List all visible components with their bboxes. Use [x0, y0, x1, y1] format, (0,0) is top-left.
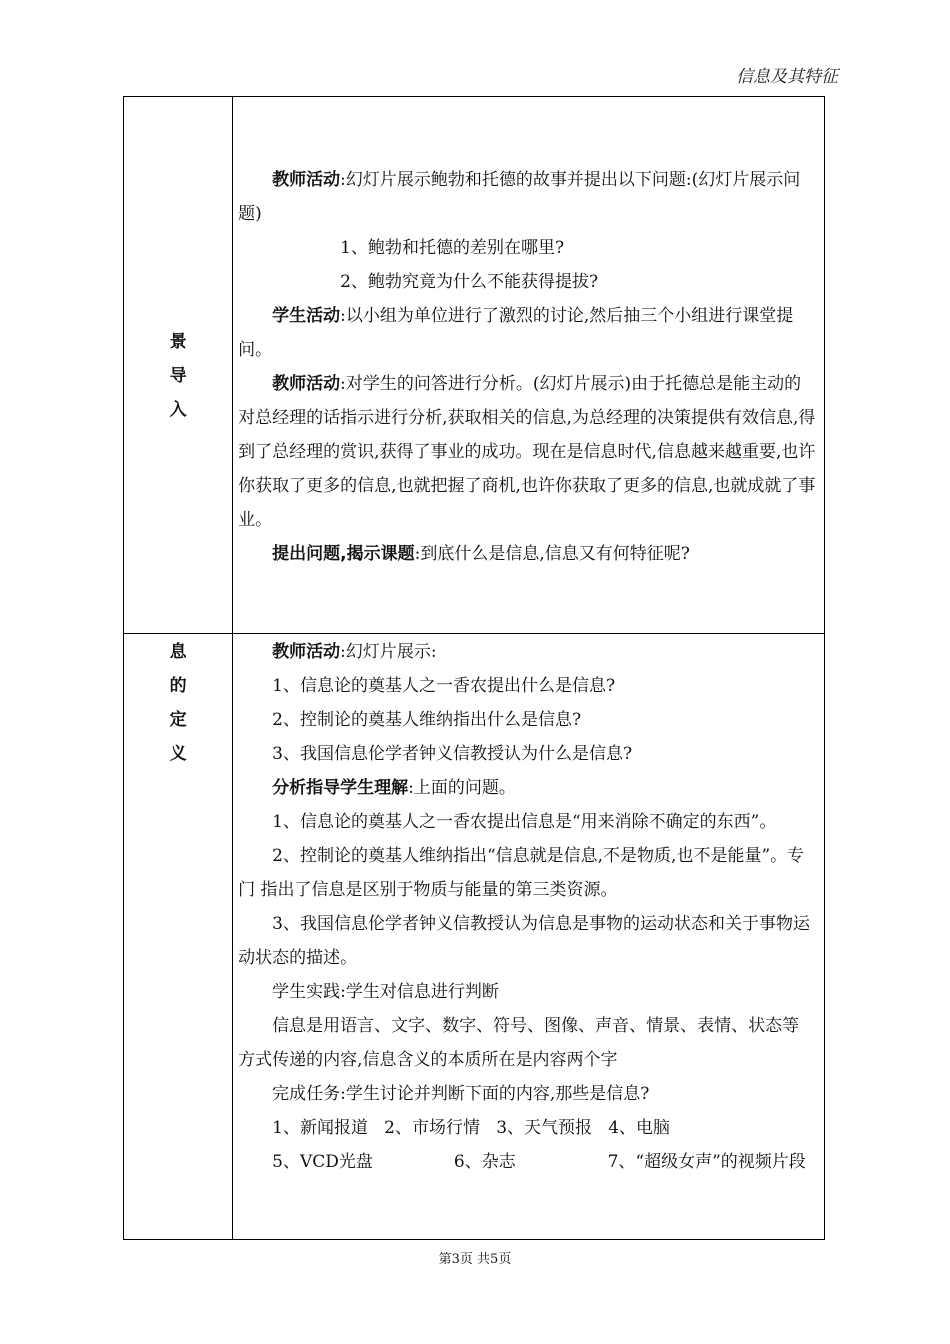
bold-lead: 教师活动 — [272, 170, 341, 190]
paragraph — [238, 1111, 816, 1145]
paragraph-text: 3、我国信息伦学者钟义信教授认为什么是信息? — [272, 744, 633, 764]
paragraph — [238, 299, 816, 367]
table-row — [124, 97, 825, 634]
paragraph-text: 2、控制论的奠基人维纳指出“信息就是信息,不是物质,也不是能量”。专门 指出了信息是区别于物质与能量的第三类资源。 — [238, 846, 805, 900]
paragraph — [238, 231, 816, 265]
label-char: 定 — [169, 710, 187, 730]
paragraph-text: :以小组为单位进行了激烈的讨论,然后抽三个小组进行课堂提问。 — [238, 306, 794, 360]
paragraph — [238, 839, 816, 907]
paragraph — [238, 805, 816, 839]
paragraph-text: :幻灯片展示: — [340, 642, 437, 662]
paragraph-text: 1、信息论的奠基人之一香农提出信息是“用来消除不确定的东西”。 — [272, 812, 777, 832]
header-title: 信息及其特征 — [736, 67, 838, 87]
section-content-cell — [233, 634, 825, 1240]
paragraph-text: 1、新闻报道 2、市场行情 3、天气预报 4、电脑 — [272, 1118, 671, 1138]
paragraph-text: :对学生的问答进行分析。(幻灯片展示)由于托德总是能主动的对总经理的话指示进行分析,获取相关的信息,为总经理的决策提供有效信息,得到了总经理的赏识,获得了事业的成功。现在是信息时代,信息越来越重要,也许你获取了更多的信息,也就把握了商机,也许你获取了更多的信息,也就成就了事业。 — [238, 374, 816, 530]
paragraph — [238, 537, 816, 571]
bold-lead: 教师活动 — [272, 642, 341, 662]
paragraph — [238, 265, 816, 299]
label-char: 景 — [169, 332, 187, 352]
paragraph — [238, 1077, 816, 1111]
paragraph — [238, 635, 816, 669]
label-char: 导 — [169, 366, 187, 386]
paragraph-text: 2、控制论的奠基人维纳指出什么是信息? — [272, 710, 582, 730]
paragraph-text: 5、VCD光盘 6、杂志 7、“超级女声”的视频片段 — [272, 1152, 806, 1172]
bold-lead: 分析指导学生理解 — [272, 778, 409, 798]
label-char: 的 — [169, 676, 187, 696]
paragraph — [238, 737, 816, 771]
paragraph — [238, 703, 816, 737]
lesson-table — [123, 96, 825, 1240]
section-content-definition — [233, 634, 824, 1179]
bold-lead: 教师活动 — [272, 374, 341, 394]
paragraph — [238, 1009, 816, 1077]
paragraph-text: 2、鲍勃究竟为什么不能获得提拔? — [340, 272, 599, 292]
label-char: 义 — [169, 744, 187, 764]
paragraph — [238, 1145, 816, 1179]
paragraph — [238, 975, 816, 1009]
bold-lead: 提出问题,揭示课题 — [272, 544, 415, 564]
paragraph-text: 信息是用语言、文字、数字、符号、图像、声音、情景、表情、状态等方式传递的内容,信息含义的本质所在是内容两个字 — [238, 1016, 800, 1070]
label-char: 息 — [169, 642, 187, 662]
paragraph — [238, 907, 816, 975]
paragraph — [238, 771, 816, 805]
page-footer: 第3页 共5页 — [438, 1252, 512, 1267]
paragraph — [238, 163, 816, 231]
section-content-cell — [233, 97, 825, 634]
table-row — [124, 634, 825, 1240]
section-content-intro — [233, 97, 824, 571]
paragraph-text: :幻灯片展示鲍勃和托德的故事并提出以下问题:(幻灯片展示问题) — [238, 170, 801, 224]
paragraph-text: :到底什么是信息,信息又有何特征呢? — [414, 544, 690, 564]
bold-lead: 学生活动 — [272, 306, 341, 326]
paragraph — [238, 669, 816, 703]
paragraph-text: 学生实践:学生对信息进行判断 — [272, 982, 499, 1002]
section-label-intro — [124, 97, 232, 427]
paragraph — [238, 367, 816, 537]
paragraph-text: 1、鲍勃和托德的差别在哪里? — [340, 238, 565, 258]
section-label-definition — [124, 634, 232, 771]
label-char: 入 — [169, 400, 187, 420]
paragraph-text: 完成任务:学生讨论并判断下面的内容,那些是信息? — [272, 1084, 650, 1104]
paragraph-text: 3、我国信息伦学者钟义信教授认为信息是事物的运动状态和关于事物运动状态的描述。 — [238, 914, 810, 968]
section-label-cell — [124, 97, 233, 634]
section-label-cell — [124, 634, 233, 1240]
paragraph-text: 1、信息论的奠基人之一香农提出什么是信息? — [272, 676, 616, 696]
paragraph-text: :上面的问题。 — [408, 778, 516, 798]
